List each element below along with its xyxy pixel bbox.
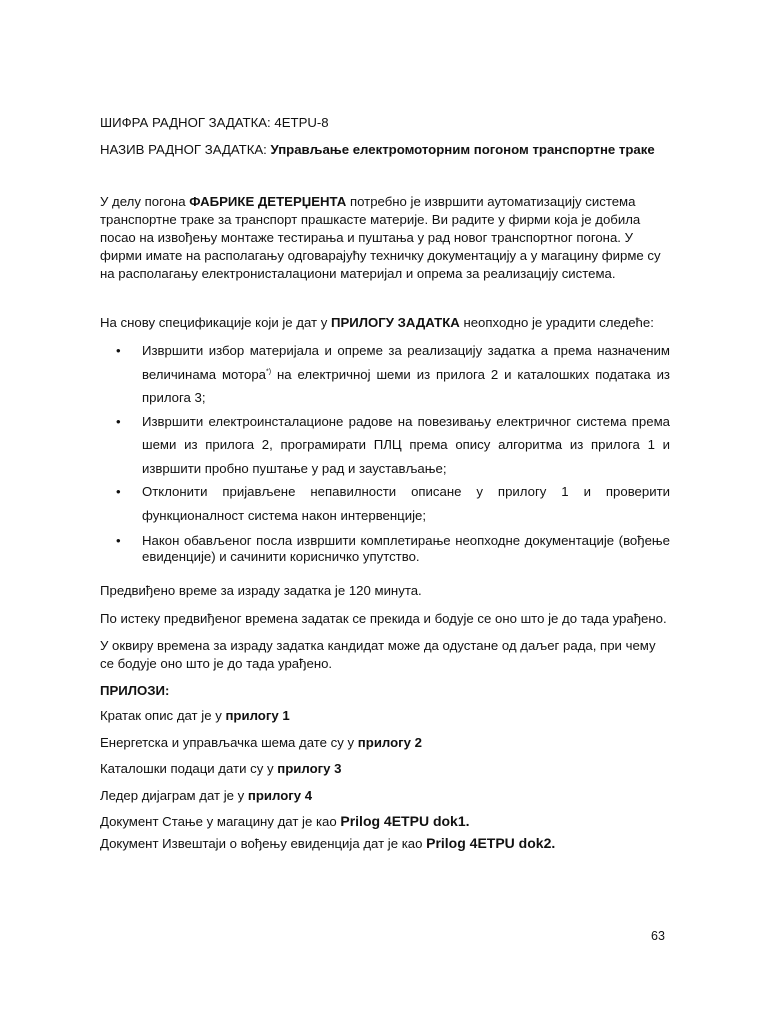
- attachment-item: [100, 812, 470, 831]
- spec-text-after: неопходно је урадити следеће:: [459, 315, 654, 330]
- bullet-icon: •: [116, 413, 121, 429]
- task-2-text: Извршити електроинсталационе радове на повезивању електричног система према шеми из прилога 2, програмирати ПЛЦ према опису алгоритма из прилога 1 и извршити пробно пуштање у рад и заустављање;: [142, 413, 670, 476]
- intro-text-before: У делу погона: [100, 194, 190, 209]
- task-list: [100, 339, 670, 565]
- attachment-ref: прилогу 4: [247, 788, 313, 803]
- page-number: 63: [651, 929, 665, 943]
- attachments-heading-text: ПРИЛОЗИ:: [100, 683, 170, 698]
- attachment-text: Кратак опис дат је у: [100, 708, 226, 723]
- time-expiry-line: По истеку предвиђеног времена задатак се прекида и бодује се оно што је до тада урађено.: [100, 611, 667, 626]
- spec-attachment-ref: ПРИЛОГУ ЗАДАТКА: [331, 315, 460, 330]
- task-3-text: Отклонити пријављене непавилности описане у прилогу 1 и проверити функционалност система након интервенције;: [142, 484, 670, 523]
- attachment-item: [100, 834, 555, 853]
- attachment-text: Каталошки подаци дати су у: [100, 761, 278, 776]
- attachment-ref: прилогу 3: [277, 761, 342, 776]
- task-list-item: [100, 339, 670, 410]
- task-list-item: [100, 480, 670, 527]
- attachment-item: [100, 734, 422, 752]
- attachment-ref: Prilog 4ETPU dok1.: [340, 813, 470, 829]
- footnote-marker: *): [266, 368, 272, 376]
- task-name-value: Управљање електромоторним погоном транспортне траке: [270, 142, 655, 157]
- time-limit-line: Предвиђено време за израду задатка је 120 минута.: [100, 583, 422, 598]
- task-list-item: [100, 533, 670, 565]
- task-1-text-a: Извршити избор материјала и опреме за реализацију задатка а према назначеним величинама мотора: [142, 343, 670, 382]
- bullet-icon: •: [116, 484, 121, 499]
- attachment-text: Документ Извештаји о вођењу евиденција дат је као: [100, 836, 427, 851]
- task-1-text-b: на електричној шеми из прилога 2 и каталошких података из прилога 3;: [142, 366, 670, 405]
- task-4-text: Након обављеног посла извршити комплетирање неопходне документације (вођење евиденције) и сачинити корисничко упутство.: [142, 533, 670, 564]
- attachment-item: [100, 760, 341, 778]
- bullet-icon: •: [116, 343, 121, 358]
- task-code-label: ШИФРА РАДНОГ ЗАДАТКА:: [100, 115, 275, 130]
- attachment-text: Документ Стање у магацину дат је као: [100, 814, 341, 829]
- attachments-heading: [100, 682, 169, 700]
- attachment-ref: прилогу 2: [357, 735, 423, 750]
- attachment-ref: прилогу 1: [225, 708, 290, 723]
- spec-line: [100, 314, 654, 332]
- attachment-text: Енергетска и управљачка шема дате су у: [100, 735, 358, 750]
- intro-text-after: потребно је извршити аутоматизацију система транспортне траке за транспорт прашкасте материје. Ви радите у фирми која је добила посао на извођењу монтаже тестирања и пуштања у рад новог транспортног погона. У фирми имате на располагању одговарајућу техничку документацију а у магацину фирме су на располагању електронисталациони материјал и опрема за реализацију система.: [100, 194, 661, 281]
- task-code-value: 4ETPU-8: [274, 115, 329, 130]
- attachment-text: Ледер дијаграм дат је у: [100, 788, 248, 803]
- task-name-line: [100, 141, 655, 159]
- task-list-item: [100, 410, 670, 481]
- task-name-label: НАЗИВ РАДНОГ ЗАДАТКА:: [100, 142, 271, 157]
- spec-text-before: На снову спецификације који је дат у: [100, 315, 331, 330]
- intro-factory-name: ФАБРИКЕ ДЕТЕРЏЕНТА: [189, 194, 347, 209]
- withdraw-paragraph: У оквиру времена за израду задатка кандидат може да одустане од даљег рада, при чему се бодује оно што је до тада урађено.: [100, 638, 656, 671]
- attachment-item: [100, 707, 290, 725]
- attachment-ref: Prilog 4ETPU dok2.: [426, 835, 556, 851]
- intro-paragraph: [100, 193, 670, 283]
- attachment-item: [100, 787, 312, 805]
- task-code-line: [100, 114, 329, 132]
- bullet-icon: •: [116, 533, 121, 548]
